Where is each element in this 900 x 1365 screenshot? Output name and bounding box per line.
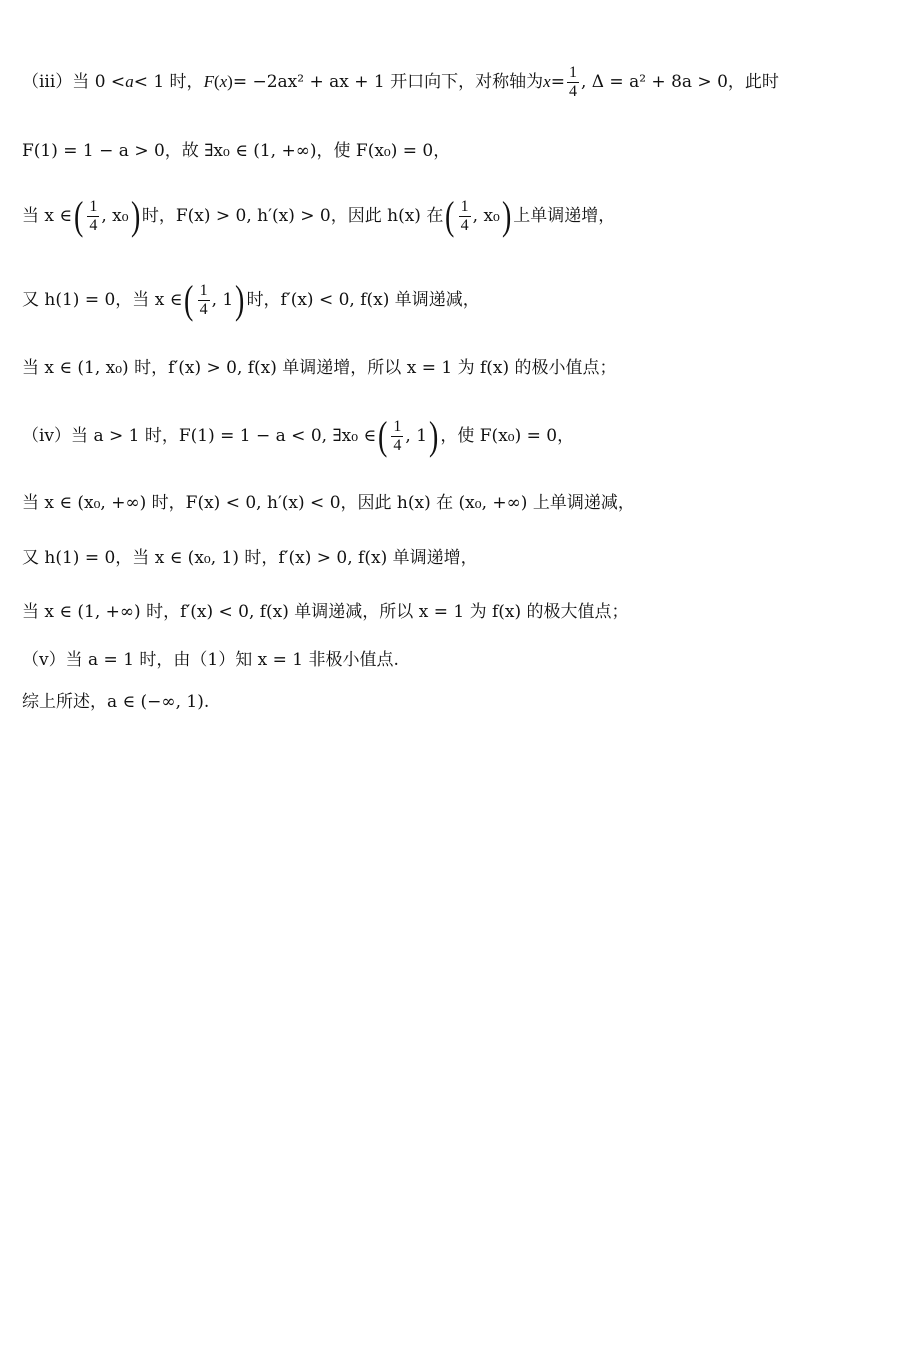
text-segment: , x₀ — [472, 206, 500, 226]
text-segment: 当 x ∈ — [22, 206, 72, 226]
left-paren: ( — [445, 193, 455, 238]
text-segment: 又 h(1) = 0，当 x ∈ (x₀, 1) 时，f′(x) > 0, f(x) 单调递增， — [22, 548, 478, 568]
fraction-denominator: 4 — [199, 300, 208, 318]
fraction-denominator: 4 — [393, 436, 402, 454]
text-segment: , 1 — [405, 426, 428, 446]
fraction-denominator: 4 — [460, 216, 469, 234]
text-segment: 又 h(1) = 0，当 x ∈ — [22, 290, 183, 310]
right-paren: ) — [235, 277, 245, 322]
text-segment: = — [550, 72, 565, 92]
text-segment: , Δ = a² + 8a > 0，此时 — [580, 72, 779, 92]
fraction-numerator: 1 — [393, 417, 402, 435]
text-segment: , 1 — [211, 290, 234, 310]
text-segment: < 1 时， — [133, 72, 204, 92]
line-8 — [22, 536, 878, 580]
fraction-numerator: 1 — [199, 281, 208, 299]
right-paren: ) — [501, 193, 512, 238]
text-segment: 时，F(x) > 0, h′(x) > 0，因此 h(x) 在 — [141, 206, 444, 226]
line-2 — [22, 129, 878, 173]
text-segment: （v）当 a = 1 时，由（1）知 x = 1 非极小值点. — [22, 650, 399, 670]
math-var: a — [125, 72, 134, 91]
fraction-denominator: 4 — [89, 216, 98, 234]
text-segment: 上单调递增， — [513, 206, 616, 226]
fraction — [391, 418, 403, 455]
line-case-v — [22, 638, 878, 682]
line-conclusion — [22, 680, 878, 724]
line-3 — [22, 186, 878, 246]
text-segment: = −2ax² + ax + 1 开口向下，对称轴为 — [232, 72, 544, 92]
math-var: x — [543, 72, 551, 91]
line-case-iii — [22, 52, 878, 112]
paren: ) — [227, 72, 233, 91]
left-paren: ( — [184, 277, 194, 322]
line-5 — [22, 346, 878, 390]
line-9 — [22, 590, 878, 634]
fraction-numerator: 1 — [568, 63, 577, 81]
text-segment: , x₀ — [101, 206, 129, 226]
math-var: F — [203, 72, 214, 91]
fraction-denominator: 4 — [568, 82, 577, 100]
text-segment: 时，f′(x) < 0, f(x) 单调递减， — [246, 290, 480, 310]
line-7 — [22, 481, 878, 525]
fraction — [87, 198, 99, 235]
fraction-numerator: 1 — [89, 197, 98, 215]
fraction — [567, 64, 579, 101]
fraction — [459, 198, 471, 235]
math-var: x — [219, 72, 228, 91]
fraction — [198, 282, 210, 319]
line-case-iv — [22, 406, 878, 466]
left-paren: ( — [378, 413, 388, 458]
fraction-numerator: 1 — [460, 197, 469, 215]
right-paren: ) — [429, 413, 439, 458]
text-segment: （iii）当 0 < — [22, 72, 126, 92]
text-segment: 综上所述，a ∈ (−∞, 1). — [22, 692, 210, 712]
text-segment: 当 x ∈ (1, +∞) 时，f′(x) < 0, f(x) 单调递减，所以 x = 1 为 f(x) 的极大值点； — [22, 602, 629, 622]
text-segment: 当 x ∈ (1, x₀) 时，f′(x) > 0, f(x) 单调递增，所以 x = 1 为 f(x) 的极小值点； — [22, 358, 617, 378]
text-segment: （iv）当 a > 1 时，F(1) = 1 − a < 0, ∃x₀ ∈ — [22, 426, 377, 446]
text-segment: ，使 F(x₀) = 0， — [440, 426, 575, 446]
paren: ( — [213, 72, 220, 91]
line-4 — [22, 270, 878, 330]
text-segment: F(1) = 1 − a > 0，故 ∃x₀ ∈ (1, +∞)，使 F(x₀) = 0， — [22, 141, 451, 161]
right-paren: ) — [130, 193, 140, 238]
left-paren: ( — [73, 193, 84, 238]
text-segment: 当 x ∈ (x₀, +∞) 时，F(x) < 0, h′(x) < 0，因此 h(x) 在 (x₀, +∞) 上单调递减， — [22, 493, 635, 513]
